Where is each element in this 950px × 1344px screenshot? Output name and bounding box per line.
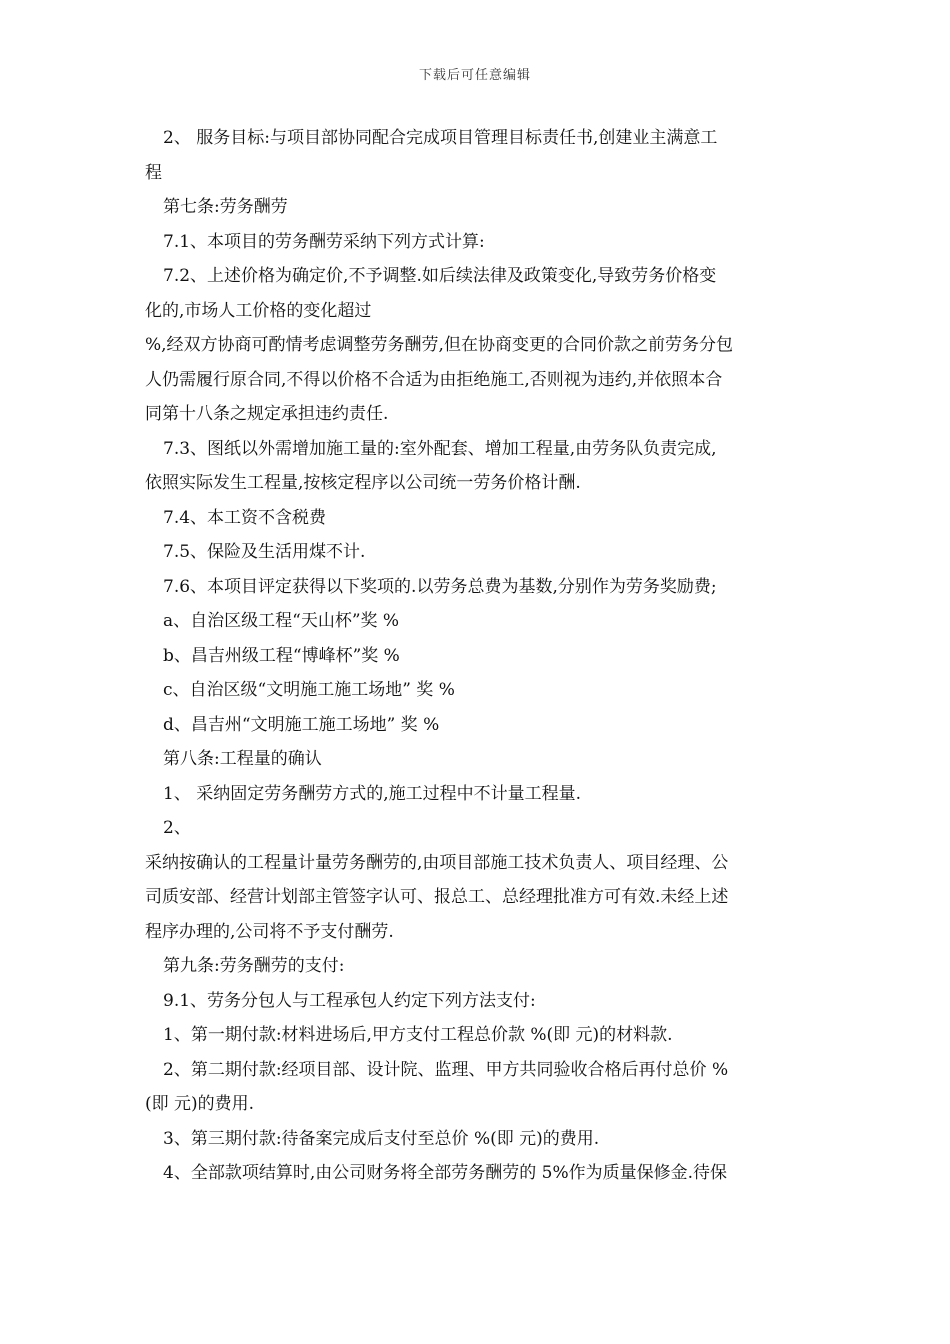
text-line: d、昌吉州“文明施工施工场地” 奖 % <box>163 714 440 735</box>
text-line: 同第十八条之规定承担违约责任. <box>145 404 389 424</box>
text-line: %,经双方协商可酌情考虑调整劳务酬劳,但在协商变更的合同价款之前劳务分包 <box>145 335 733 355</box>
text-line: 第八条:工程量的确认 <box>163 749 322 769</box>
text-line: 7.6、本项目评定获得以下奖项的.以劳务总费为基数,分别作为劳务奖励费; <box>163 576 717 597</box>
text-line: 7.1、本项目的劳务酬劳采纳下列方式计算: <box>163 231 485 252</box>
text-line: 7.4、本工资不含税费 <box>163 507 327 528</box>
text-line: 人仍需履行原合同,不得以价格不合适为由拒绝施工,否则视为违约,并依照本合 <box>145 369 723 390</box>
document-body <box>145 121 807 1191</box>
text-line: 采纳按确认的工程量计量劳务酬劳的,由项目部施工技术负责人、项目经理、公 <box>145 852 729 873</box>
text-line: 7.2、上述价格为确定价,不予调整.如后续法律及政策变化,导致劳务价格变 <box>163 266 717 286</box>
text-line: 依照实际发生工程量,按核定程序以公司统一劳务价格计酬. <box>145 473 581 493</box>
text-line: c、自治区级“文明施工施工场地” 奖 % <box>163 680 455 700</box>
text-line: 司质安部、经营计划部主管签字认可、报总工、总经理批准方可有效.未经上述 <box>145 887 729 907</box>
text-line: 1、 采纳固定劳务酬劳方式的,施工过程中不计量工程量. <box>163 783 582 804</box>
text-line: 1、第一期付款:材料进场后,甲方支付工程总价款 %(即 元)的材料款. <box>163 1025 673 1045</box>
text-line: 第七条:劳务酬劳 <box>163 197 288 217</box>
page-header: 下载后可任意编辑 <box>418 68 531 83</box>
text-line: 9.1、劳务分包人与工程承包人约定下列方法支付: <box>163 990 536 1011</box>
text-line: 3、第三期付款:待备案完成后支付至总价 %(即 元)的费用. <box>163 1128 600 1149</box>
text-line: b、昌吉州级工程“博峰杯”奖 % <box>163 645 400 666</box>
text-line: a、自治区级工程“天山杯”奖 % <box>163 611 400 631</box>
text-line: 第九条:劳务酬劳的支付: <box>163 956 345 976</box>
text-line: 4、全部款项结算时,由公司财务将全部劳务酬劳的 5%作为质量保修金.待保 <box>163 1163 727 1183</box>
text-line: 7.3、图纸以外需增加施工量的:室外配套、增加工程量,由劳务队负责完成, <box>163 438 717 459</box>
text-line: 程 <box>145 162 162 183</box>
text-line: 2、 <box>163 818 191 838</box>
text-line: 7.5、保险及生活用煤不计. <box>163 542 366 562</box>
text-line: 2、第二期付款:经项目部、设计院、监理、甲方共同验收合格后再付总价 % <box>163 1059 729 1080</box>
text-line: 2、 服务目标:与项目部协同配合完成项目管理目标责任书,创建业主满意工 <box>163 128 718 148</box>
text-line: (即 元)的费用. <box>145 1094 255 1114</box>
text-line: 程序办理的,公司将不予支付酬劳. <box>145 921 394 942</box>
text-line: 化的,市场人工价格的变化超过 <box>145 300 372 321</box>
